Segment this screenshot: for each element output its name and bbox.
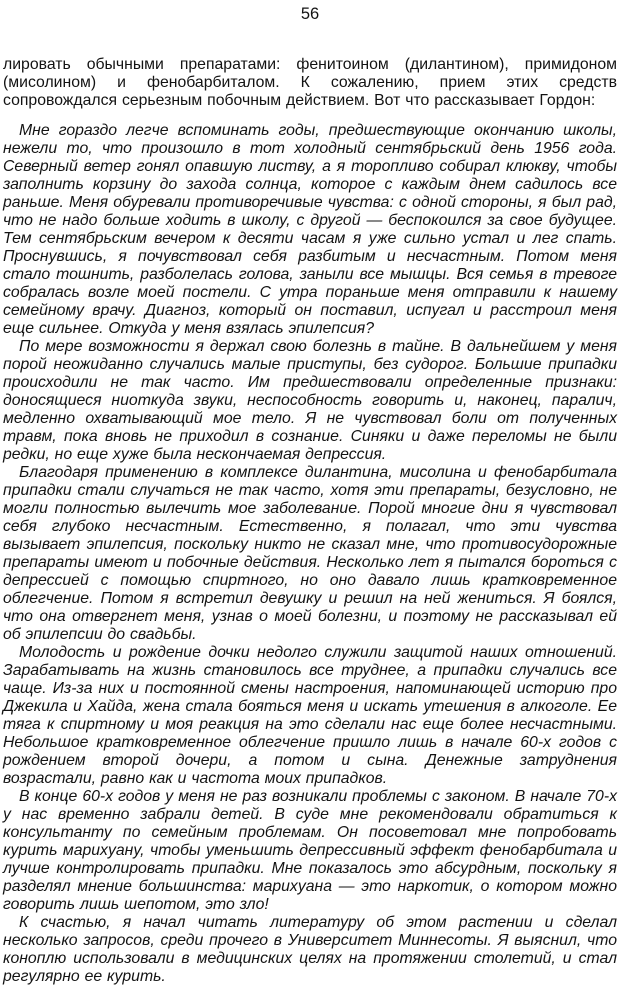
intro-paragraph: лировать обычными препаратами: фенитоином (дилантином), примидоном (мисолином) и фенобарбиталом. К сожалению, прием этих средств сопровождался серьезным побочным действием. Вот что рассказывает Гордон:: [3, 56, 617, 109]
page-text-block: [3, 56, 617, 986]
quote-paragraph-6: К счастью, я начал читать литературу об этом растении и сделал несколько запросов, среди прочего в Университет Миннесоты. Я выяснил, что коноплю использовали в медицинских целях на протяжении столетий, и стал регулярно ее курить.: [3, 914, 617, 985]
quote-paragraph-2: По мере возможности я держал свою болезнь в тайне. В дальнейшем у меня порой неожиданно случались малые приступы, без судорог. Большие припадки происходили не так часто. Им предшествовали определенные признаки: доносящиеся ниоткуда звуки, неспособность говорить и, наконец, паралич, медленно охватывающий мое тело. Я не чувствовал боли от полученных травм, пока вновь не приходил в сознание. Синяки и даже переломы не были редки, но еще хуже была нескончаемая депрессия.: [3, 338, 617, 463]
quote-paragraph-1: Мне гораздо легче вспоминать годы, предшествующие окончанию школы, нежели то, что произошло в тот холодный сентябрьский день 1956 года. Северный ветер гонял опавшую листву, а я торопливо собирал клюкву, чтобы заполнить корзину до захода солнца, которое с каждым днем садилось все раньше. Меня обуревали противоречивые чувства: с одной стороны, я был рад, что не надо больше ходить в школу, с другой — беспокоился за свое будущее. Тем сентябрьским вечером к десяти часам я уже сильно устал и лег спать. Проснувшись, я почувствовал себя разбитым и несчастным. Потом меня стало тошнить, разболелась голова, заныли все мышцы. Вся семья в тревоге собралась возле моей постели. С утра пораньше меня отправили к нашему семейному врачу. Диагноз, который он поставил, испугал и расстроил меня еще сильнее. Откуда у меня взялась эпилепсия?: [3, 122, 617, 337]
quote-paragraph-4: Молодость и рождение дочки недолго служили защитой наших отношений. Зарабатывать на жизнь становилось все труднее, а припадки случались все чаще. Из-за них и постоянной смены настроения, напоминающей историю про Джекила и Хайда, жена стала бояться меня и искать утешения в алкоголе. Ее тяга к спиртному и моя реакция на это сделали нас еще более несчастными. Небольшое кратковременное облегчение пришло лишь в начале 60-х годов с рождением второй дочери, а потом и сына. Денежные затруднения возрастали, равно как и частота моих припадков.: [3, 644, 617, 787]
page-number: 56: [300, 5, 320, 23]
quote-paragraph-5: В конце 60-х годов у меня не раз возникали проблемы с законом. В начале 70-х у нас временно забрали детей. В суде мне рекомендовали обратиться к консультанту по семейным проблемам. Он посоветовал мне попробовать курить марихуану, чтобы уменьшить депрессивный эффект фенобарбитала и лучше контролировать припадки. Мне показалось это абсурдным, поскольку я разделял мнение большинства: марихуана — это наркотик, о котором можно говорить лишь шепотом, это зло!: [3, 788, 617, 913]
quote-paragraph-3: Благодаря применению в комплексе дилантина, мисолина и фенобарбитала припадки стали случаться не так часто, хотя эти препараты, безусловно, не могли полностью вылечить мое заболевание. Порой многие дни я чувствовал себя глубоко несчастным. Естественно, я полагал, что эти чувства вызывает эпилепсия, поскольку никто не сказал мне, что противосудорожные препараты имеют и побочные действия. Несколько лет я пытался бороться с депрессией с помощью спиртного, но оно давало лишь кратковременное облегчение. Потом я встретил девушку и решил на ней жениться. Я боялся, что она отвергнет меня, узнав о моей болезни, и поэтому не рассказывал ей об эпилепсии до свадьбы.: [3, 464, 617, 643]
